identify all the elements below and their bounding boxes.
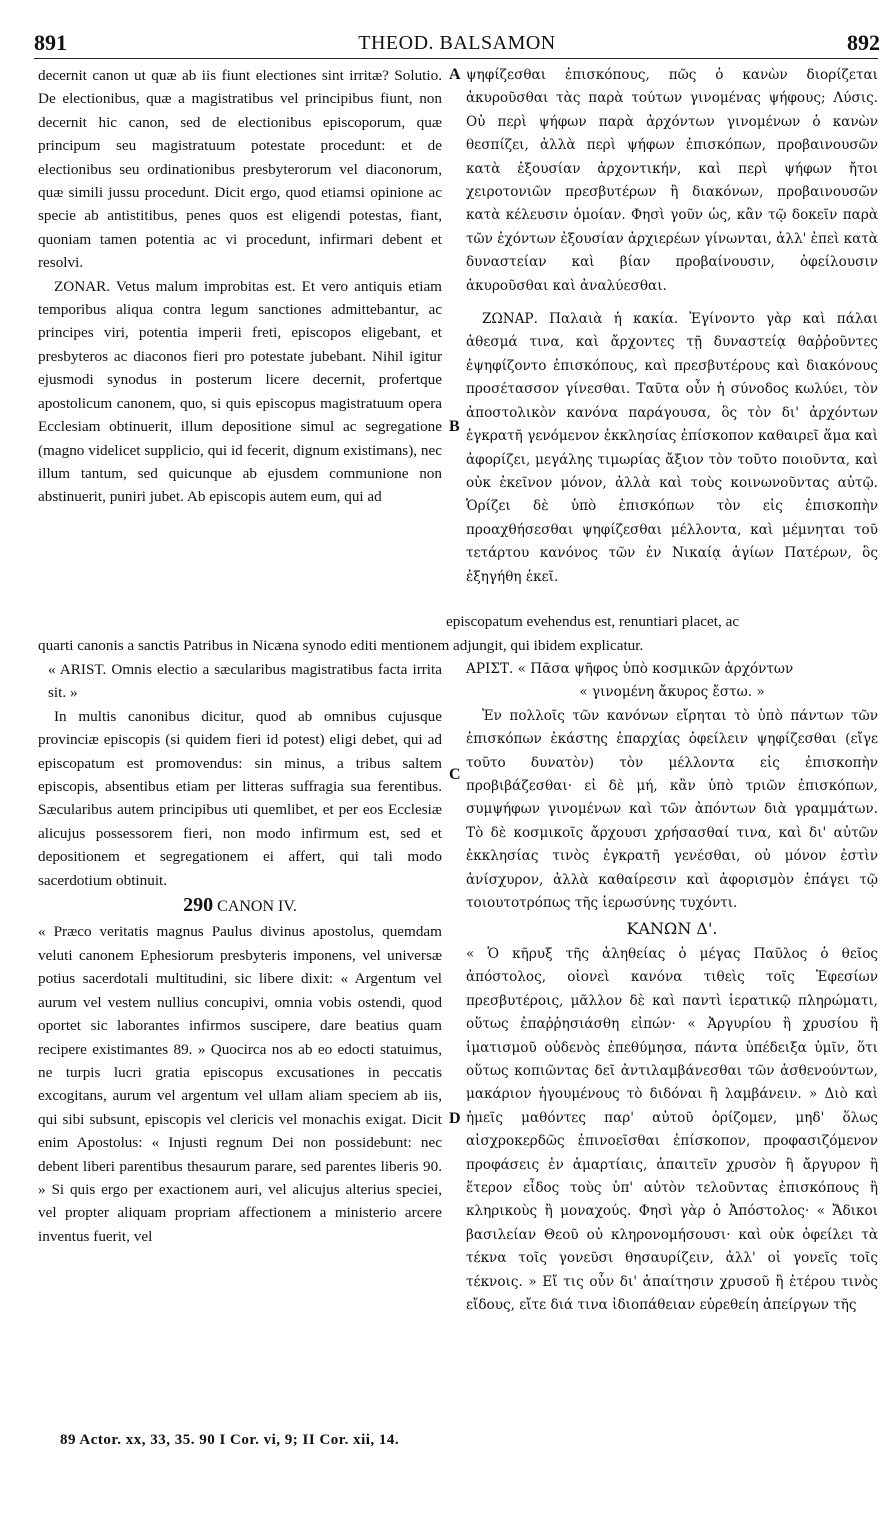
full-width-line-2: quarti canonis a sanctis Patribus in Nicæna synodo editi mentionem adjungit, qui ibidem explicatur.	[38, 637, 644, 654]
running-title: THEOD. BALSAMON	[358, 32, 556, 54]
full-width-line-1: episcopatum evehendus est, renuntiari placet, ac	[446, 613, 740, 630]
greek-arist-quote-2: « γινομένη ἄκυρος ἔστω. »	[579, 684, 765, 701]
latin-column-bottom	[38, 658, 442, 1248]
latin-paragraph-1: decernit canon ut quæ ab iis fiunt electiones sint irritæ? Solutio. De electionibus, quæ a magistratibus vel principibus fiunt, non decernit hic canon, sed de electionibus episcoporum, quæ principum seu magistratuum potestate procedunt: et de electionibus seu ordinationibus presbyterorum vel diaconorum, quæ simili jussu procedunt. Dicit ergo, quod etiamsi opinione ac specie ab antistitibus, penes quos est eligendi potestas, fiant, quoniam tamen potentia ac vi procedunt, infirmari debent et resolvi.	[38, 67, 442, 272]
margin-marker-c: C	[449, 766, 461, 783]
latin-zonar-paragraph: ZONAR. Vetus malum improbitas est. Et vero antiquis etiam temporibus aliqua contra legum sanctiones admittebantur, ac principes viri, potentia imperii freti, episcopos eligebant, et presbyteros ac diaconos fieri pro potestate jubebant. Nihil igitur ejusmodi synodus in posterum licere decernit, profertque apostolicum canonem, quo, si quis episcopus magistratuum opera Ecclesiam obtinuerit, illum depositione simul ac segregatione (magno videlicet supplicio, qui id fecerit, dignum existimans), nec illum tantum, sed quicunque ab ejusdem communione non abstinuerit, puniri jubet. Ab episcopis autem eum, qui ad	[38, 277, 442, 506]
margin-marker-d: D	[449, 1110, 461, 1127]
canon-number: 290	[183, 894, 214, 917]
latin-canon-text: « Præco veritatis magnus Paulus divinus apostolus, quemdam veluti canonem Ephesiorum presbyteris imponens, vel universæ potius sacerdotali multitudini, sic libere dixit: « Argentum vel aurum vel vestem nullius concupivi, omnia vobis ostendi, quod oportet sic laborantes infirmos suscipere, dare beatius quam recipere existimantes 89. » Quocirca nos ab eo edocti statuimus, ne turpis lucri gratia episcopus excusationes in peccatis excogitans, aurum vel argentum vel ullam aliam speciem ab iis, qui sibi subsunt, episcopis vel clericis vel monachis exigat. Dicit enim Apostolus: « Injusti regnum Dei non possidebunt: nec debent liberi parentibus thesaurum parare, sed parentes liberis 90. » Si quis ergo per exactionem auri, vel alicujus alterius speciei, vel propter aliquam propriam affectionem a ministerio arcere inventus fuerit, vel	[38, 923, 442, 1245]
latin-paragraph-3: In multis canonibus dicitur, quod ab omnibus cujusque provinciæ episcopis (si quidem fieri id potest) eligi debet, qui ad episcopatum est promovendus: sin minus, a tribus saltem episcopis, absentibus etiam per litteras suffragia sua ferentibus. Sæcularibus autem principibus uti quemlibet, et per eos Ecclesiæ alicujus possessorem fieri, non modo infirmum est, sed et depositionem et segregationem ei affert, qui tali modo sacerdotium obtinuit.	[38, 707, 442, 889]
footnotes: 89 Actor. xx, 33, 35. 90 I Cor. vi, 9; II Cor. xii, 14.	[60, 1432, 400, 1448]
page-number-left: 891	[34, 30, 67, 55]
page-header	[34, 30, 880, 58]
latin-canon-title: CANON IV.	[217, 898, 297, 916]
greek-column-top	[466, 64, 878, 589]
greek-zonar-paragraph: ΖΩΝΑΡ. Παλαιὰ ἡ κακία. Ἐγίνοντο γὰρ καὶ πάλαι ἀθεσμά τινα, καὶ ἄρχοντες τῇ δυναστείᾳ θαῤῥοῦντες ἐψηφίζοντο ἐπισκόπους, καὶ πρεσβυτέρους καὶ διακόνους προσέτασσον γίνεσθαι. Ταῦτα οὖν ἡ σύνοδος κωλύει, τὸν ἀποστολικὸν κανόνα παράγουσα, ὃς τὸν δι' ἀρχόντων ἐγκρατῆ γενόμενον ἐκκλησίας ἐπίσκοπον καθαιρεῖ ἅμα καὶ ἀφορίζει, μεγάλης τιμωρίας ἄξιον τὸν τοῦτο ποιοῦντα, καὶ οὐκ ἐκεῖνον μόνον, ἀλλὰ καὶ τοὺς κοινωνοῦντας αὐτῷ. Ὁρίζει δὲ ὑπὸ ἐπισκόπων τὸν εἰς ἐπισκοπὴν προαχθήσεσθαι ψηφίζεσθαι μέλλοντα, καὶ μέμνηται τοῦ τετάρτου κανόνος τῶν ἐν Νικαίᾳ ἁγίων Πατέρων, ὃς ἐξηγήθη ἐκεῖ.	[466, 311, 878, 585]
greek-column-bottom	[466, 658, 878, 1317]
latin-canon-heading	[38, 894, 442, 918]
greek-arist-quote-1: « Πᾶσα ψῆφος ὑπὸ κοσμικῶν ἀρχόντων	[517, 661, 794, 677]
header-rule	[34, 58, 878, 59]
page-number-right: 892	[847, 30, 880, 55]
greek-canon-text: « Ὁ κῆρυξ τῆς ἀληθείας ὁ μέγας Παῦλος ὁ θεῖος ἀπόστολος, οἱονεὶ κανόνα τιθεὶς τοῖς Ἐφεσίων πρεσβυτέροις, μᾶλλον δὲ καὶ παντὶ ἱερατικῷ πληρώματι, οὕτως ἐπαῤῥησιάσθη εἰπών· « Ἀργυρίου ἢ χρυσίου ἢ ἱματισμοῦ οὐδενὸς ἐπεθύμησα, πάντα ὑπέδειξα ὑμῖν, ὅτι οὕτως κοπιῶντας δεῖ ἀντιλαμβάνεσθαι τῶν ἀσθενούντων, μακάριον ἡγουμένους τὸ διδόναι ἢ λαμβάνειν. » Διὸ καὶ ἡμεῖς μαθόντες παρ' αὐτοῦ ὁρίζομεν, μηδ' ὅλως αἰσχροκερδῶς ἐπινοεῖσθαι ἐπίσκοπον, προφασιζόμενον προφάσεις ἐν ἁμαρτίαις, ἀπαιτεῖν χρυσὸν ἢ ἄργυρον ἢ ἕτερον εἶδος τοὺς ὑπ' αὐτὸν τελοῦντας ἐπισκόπους ἢ κληρικοὺς ἢ μοναχούς. Φησὶ γὰρ ὁ Ἀπόστολος· « Ἄδικοι βασιλείαν Θεοῦ οὐ κληρονομήσουσι· καὶ οὐκ ὀφείλει τὰ τέκνα τοῖς γονεῦσι θησαυρίζειν, ἀλλ' οἱ γονεῖς τοῖς τέκνοις. » Εἴ τις οὖν δι' ἀπαίτησιν χρυσοῦ ἢ ἑτέρου τινὸς εἴδους, εἴτε διά τινα ἰδιοπάθειαν εὑρεθείη ἀπείργων τῆς	[466, 945, 878, 1313]
latin-arist-quote: « ARIST. Omnis electio a sæcularibus magistratibus facta irrita sit. »	[48, 661, 442, 702]
margin-marker-a: A	[449, 66, 461, 83]
latin-column-top	[38, 64, 442, 509]
greek-canon-heading: ΚΑΝΩΝ Δ'.	[626, 919, 718, 939]
greek-arist-heading	[466, 658, 878, 681]
margin-marker-b: B	[449, 418, 460, 435]
greek-arist-label: ΑΡΙΣΤ.	[466, 661, 514, 677]
greek-paragraph-1: ψηφίζεσθαι ἐπισκόπους, πῶς ὁ κανὼν διορίζεται ἀκυροῦσθαι τὰς παρὰ τούτων γινομένας ψήφους; Λύσις. Οὐ περὶ ψήφων παρὰ ἀρχόντων γινομένων ὁ κανὼν θεσπίζει, ἀλλὰ περὶ ψήφων ἐπισκόπων, προβαινουσῶν κατὰ ἐξουσίαν ἀρχοντικήν, καὶ περὶ ψήφων ἤτοι χειροτονιῶν πρεσβυτέρων ἢ διακόνων, προβαινουσῶν κατὰ κέλευσιν ὁμοίαν. Φησὶ γοῦν ὡς, κἂν τῷ δοκεῖν παρὰ τῶν ἐχόντων ἐξουσίαν ἀρχιερέων γίνωνται, ἀλλ' ἐπεὶ κατὰ δυναστείαν καὶ βίαν προβαίνουσιν, ὀφείλουσιν ἀκυροῦσθαι καὶ ἀναλύεσθαι.	[466, 67, 878, 294]
greek-paragraph-3: Ἐν πολλοῖς τῶν κανόνων εἴρηται τὸ ὑπὸ πάντων τῶν ἐπισκόπων ἑκάστης ἐπαρχίας ὀφείλειν ψηφίζεσθαι (εἴγε τοῦτο δυνατὸν) τὸν μέλλοντα εἰς ἐπισκοπὴν προβιβάζεσθαι· εἰ δὲ μή, κἂν ὑπὸ τριῶν ἐπισκόπων, συμψήφων γινομένων καὶ τῶν ἀπόντων διὰ γραμμάτων. Τὸ δὲ κοσμικοῖς ἄρχουσι χρήσασθαί τινα, καὶ δι' αὐτῶν ἐκκλησίας τινὸς ἐγκρατῆ γενέσθαι, οὐ μόνον ἐστὶν ἀνίσχυρον, ἀλλὰ καθαίρεσιν καὶ ἀφορισμὸν ἐπάγει τῷ τοιουτοτρόπως τῆς ἱερωσύνης τυχόντι.	[466, 707, 878, 912]
